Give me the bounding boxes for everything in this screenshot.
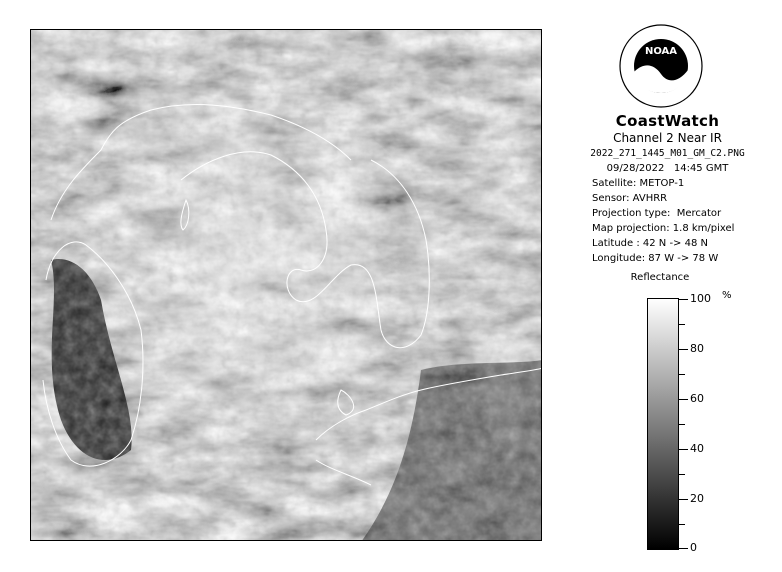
tick-label-40: 40: [690, 442, 704, 455]
tick-30: [679, 474, 685, 475]
noaa-logo: [619, 24, 703, 108]
tick-20: [679, 499, 688, 500]
noaa-emblem: [619, 24, 703, 108]
longitude-range: Longitude: 87 W -> 78 W: [592, 253, 719, 264]
map-projection: Map projection: 1.8 km/pixel: [592, 223, 735, 234]
tick-label-100: 100: [690, 292, 711, 305]
tick-label-80: 80: [690, 342, 704, 355]
projection-type: Projection type: Mercator: [592, 208, 722, 219]
tick-10: [679, 524, 685, 525]
fine-texture: [31, 30, 542, 541]
logo-text: NOAA: [644, 46, 678, 57]
product-info-panel: [560, 112, 775, 266]
tick-label-0: 0: [690, 541, 697, 554]
channel-label: Channel 2 Near IR: [613, 131, 722, 145]
latitude-range: Latitude : 42 N -> 48 N: [592, 238, 708, 249]
tick-80: [679, 349, 688, 350]
tick-90: [679, 324, 685, 325]
tick-40: [679, 449, 688, 450]
tick-50: [679, 424, 685, 425]
tick-label-20: 20: [690, 492, 704, 505]
product-title: CoastWatch: [615, 112, 720, 130]
tick-0: [679, 548, 688, 549]
satellite-image: [30, 29, 542, 541]
tick-label-60: 60: [690, 392, 704, 405]
tick-100: [679, 299, 688, 300]
legend-title: Reflectance: [630, 272, 690, 283]
tick-70: [679, 374, 685, 375]
tick-60: [679, 399, 688, 400]
file-name: 2022_271_1445_M01_GM_C2.PNG: [590, 148, 745, 159]
great-lakes-map: [31, 30, 542, 541]
satellite-info: Satellite: METOP-1: [592, 178, 685, 189]
reflectance-colorbar: [647, 298, 679, 550]
sensor-info: Sensor: AVHRR: [592, 193, 668, 204]
legend-units: %: [722, 290, 732, 301]
date-time: 09/28/2022 14:45 GMT: [606, 163, 729, 174]
